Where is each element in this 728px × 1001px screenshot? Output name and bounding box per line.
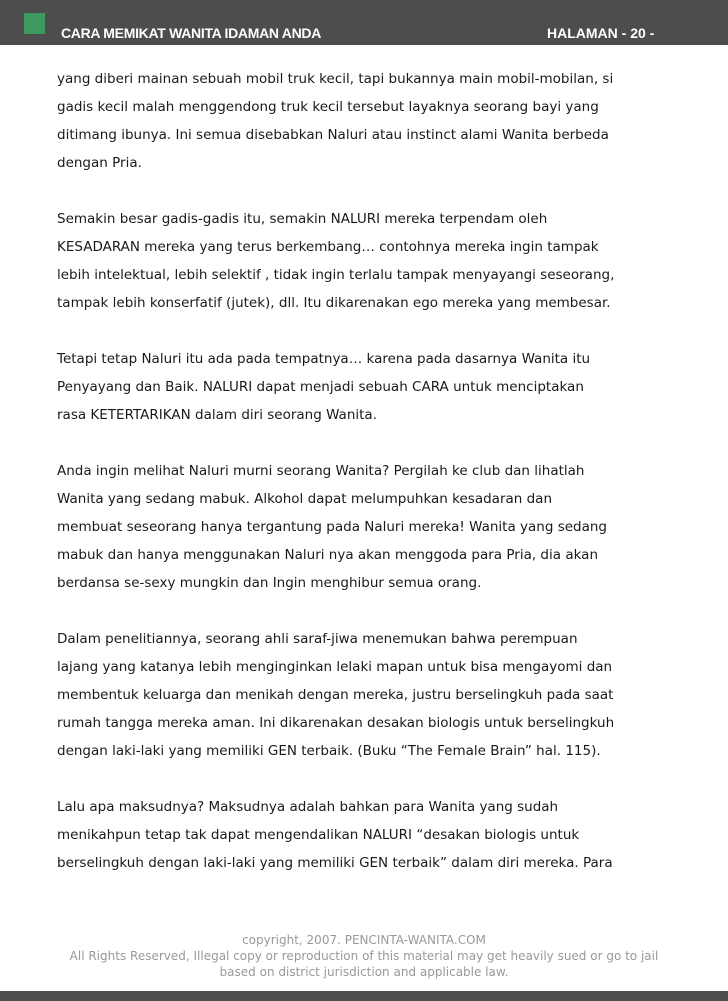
bottom-bar (0, 991, 728, 1001)
page-content (57, 65, 677, 905)
text-line: rasa KETERTARIKAN dalam diri seorang Wanita. (57, 407, 377, 423)
text-line: menikahpun tetap tak dapat mengendalikan NALURI “desakan biologis untuk (57, 827, 580, 843)
paragraph (57, 205, 677, 317)
text-line: Wanita yang sedang mabuk. Alkohol dapat melumpuhkan kesadaran dan (57, 491, 553, 507)
text-line: KESADARAN mereka yang terus berkembang… contohnya mereka ingin tampak (57, 239, 599, 255)
rights-text-continued: based on district jurisdiction and applicable law. (219, 965, 509, 979)
copyright-text: copyright, 2007. PENCINTA-WANITA.COM (242, 933, 486, 947)
page-number: HALAMAN - 20 - (547, 25, 655, 41)
paragraph (57, 65, 677, 177)
paragraph (57, 625, 677, 765)
paragraph (57, 457, 677, 597)
text-line: mabuk dan hanya menggunakan Naluri nya akan menggoda para Pria, dia akan (57, 547, 599, 563)
text-line: rumah tangga mereka aman. Ini dikarenakan desakan biologis untuk berselingkuh (57, 715, 615, 731)
text-line: yang diberi mainan sebuah mobil truk kecil, tapi bukannya main mobil-mobilan, si (57, 71, 614, 87)
text-line: lajang yang katanya lebih menginginkan lelaki mapan untuk bisa mengayomi dan (57, 659, 613, 675)
paragraph (57, 793, 677, 877)
rights-text: All Rights Reserved, Illegal copy or reproduction of this material may get heavily sued or go to jail (69, 949, 659, 963)
header-bar (0, 0, 728, 45)
text-line: ditimang ibunya. Ini semua disebabkan Naluri atau instinct alami Wanita berbeda (57, 127, 609, 143)
text-line: membentuk keluarga dan menikah dengan mereka, justru berselingkuh pada saat (57, 687, 614, 703)
text-line: lebih intelektual, lebih selektif , tidak ingin terlalu tampak menyayangi seseorang, (57, 267, 615, 283)
logo-square-icon (24, 13, 45, 34)
text-line: Semakin besar gadis-gadis itu, semakin NALURI mereka terpendam oleh (57, 211, 548, 227)
text-line: tampak lebih konserfatif (jutek), dll. Itu dikarenakan ego mereka yang membesar. (57, 295, 611, 311)
text-line: berdansa se-sexy mungkin dan Ingin menghibur semua orang. (57, 575, 482, 591)
page-footer (0, 932, 728, 980)
text-line: Dalam penelitiannya, seorang ahli saraf-jiwa menemukan bahwa perempuan (57, 631, 578, 647)
text-line: Penyayang dan Baik. NALURI dapat menjadi sebuah CARA untuk menciptakan (57, 379, 584, 395)
text-line: Tetapi tetap Naluri itu ada pada tempatnya… karena pada dasarnya Wanita itu (57, 351, 591, 367)
text-line: membuat seseorang hanya tergantung pada Naluri mereka! Wanita yang sedang (57, 519, 608, 535)
text-line: Anda ingin melihat Naluri murni seorang Wanita? Pergilah ke club dan lihatlah (57, 463, 585, 479)
text-line: berselingkuh dengan laki-laki yang memiliki GEN terbaik” dalam diri mereka. Para (57, 855, 613, 871)
document-title: CARA MEMIKAT WANITA IDAMAN ANDA (61, 25, 322, 41)
text-line: dengan Pria. (57, 155, 142, 171)
text-line: dengan laki-laki yang memiliki GEN terbaik. (Buku “The Female Brain” hal. 115). (57, 743, 601, 759)
paragraph (57, 345, 677, 429)
text-line: gadis kecil malah menggendong truk kecil tersebut layaknya seorang bayi yang (57, 99, 599, 115)
text-line: Lalu apa maksudnya? Maksudnya adalah bahkan para Wanita yang sudah (57, 799, 559, 815)
